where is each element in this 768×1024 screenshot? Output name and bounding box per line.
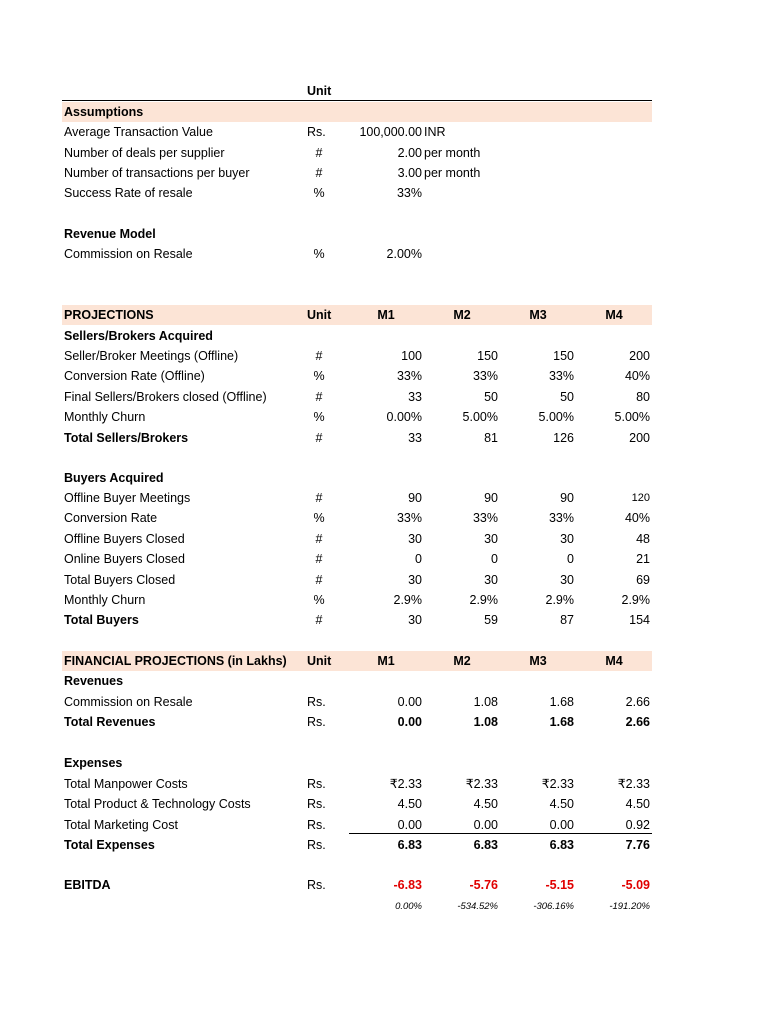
row-value: 6.83 (397, 838, 422, 853)
assumption-value: 2.00 (397, 146, 422, 160)
assumption-row (62, 183, 652, 203)
row-label: Monthly Churn (64, 593, 146, 607)
row-value: 0.00 (549, 817, 574, 832)
ebitda-margin: -306.16% (533, 901, 574, 912)
financial-title: FINANCIAL PROJECTIONS (in Lakhs) (64, 654, 287, 668)
assumption-value: 33% (396, 186, 422, 200)
header-unit: Unit (307, 84, 332, 98)
buyer-row (62, 590, 652, 610)
row-value: 33% (472, 369, 498, 384)
buyer-row (62, 570, 652, 590)
expense-row (62, 794, 652, 814)
row-value: 90 (408, 491, 422, 505)
row-label: Total Marketing Cost (64, 817, 178, 832)
seller-row (62, 407, 652, 427)
row-value: 59 (484, 613, 498, 628)
row-value: 90 (560, 491, 574, 505)
row-unit: % (313, 410, 325, 425)
assumptions-title: Assumptions (64, 105, 144, 119)
row-value: 0.00 (397, 817, 422, 832)
revenue-model-row (62, 244, 652, 264)
row-value: 50 (484, 389, 498, 404)
month-header: M4 (605, 308, 623, 322)
row-value: 2.9% (393, 593, 422, 607)
revenue-model-title: Revenue Model (64, 227, 156, 241)
row-value: 150 (477, 349, 498, 363)
row-value: 6.83 (473, 838, 498, 853)
row-value: 30 (560, 572, 574, 587)
ebitda-label: EBITDA (64, 878, 111, 892)
row-value: 2.66 (625, 695, 650, 709)
assumption-unit: Rs. (307, 125, 326, 139)
assumption-label: Average Transaction Value (64, 125, 213, 139)
row-value: 33% (472, 511, 498, 526)
row-unit: Rs. (307, 797, 326, 812)
row-unit: % (313, 511, 325, 526)
row-value: 2.9% (621, 593, 650, 607)
row-label: Conversion Rate (Offline) (64, 369, 205, 384)
row-unit: % (313, 593, 325, 607)
month-header: M1 (377, 308, 395, 322)
row-value: 5.00% (538, 410, 574, 425)
row-value: 30 (408, 531, 422, 546)
row-value: 33 (408, 430, 422, 445)
row-value: ₹2.33 (389, 777, 422, 791)
row-unit: Rs. (307, 777, 326, 791)
buyers-title: Buyers Acquired (64, 471, 164, 485)
row-label: Final Sellers/Brokers closed (Offline) (64, 389, 267, 404)
row-label: Total Expenses (64, 838, 155, 853)
row-value: 100 (401, 349, 422, 363)
assumption-value: 3.00 (397, 166, 422, 180)
ebitda-margin: 0.00% (395, 901, 422, 912)
row-value: 40% (624, 369, 650, 384)
row-value: 87 (560, 613, 574, 628)
buyers-section-header (62, 468, 652, 488)
row-value: ₹2.33 (617, 777, 650, 791)
row-value: 200 (629, 430, 650, 445)
row-value: 30 (484, 572, 498, 587)
row-value: 30 (484, 531, 498, 546)
ebitda-margin-row (62, 897, 652, 917)
row-unit: # (315, 552, 323, 567)
row-label: Offline Buyers Closed (64, 531, 185, 546)
row-value: 1.68 (549, 715, 574, 730)
assumption-row (62, 122, 652, 142)
revenue-row (62, 692, 652, 712)
assumption-row (62, 143, 652, 163)
ebitda-value: -5.09 (621, 878, 650, 892)
row-value: 90 (484, 491, 498, 505)
row-value: 30 (408, 613, 422, 628)
ebitda-unit: Rs. (307, 878, 326, 892)
row-value: 154 (629, 613, 650, 628)
row-value: 126 (553, 430, 574, 445)
row-value: ₹2.33 (465, 777, 498, 791)
month-header: M1 (377, 654, 395, 668)
row-value: 21 (636, 552, 650, 567)
row-value: 150 (553, 349, 574, 363)
row-unit: # (315, 572, 323, 587)
revenue-model-header (62, 224, 652, 244)
row-value: 0.92 (625, 817, 650, 832)
row-value: 33% (396, 511, 422, 526)
row-label: Total Buyers Closed (64, 572, 176, 587)
row-value: 4.50 (549, 797, 574, 812)
row-value: 30 (560, 531, 574, 546)
row-value: 6.83 (549, 838, 574, 853)
row-value: 1.08 (473, 695, 498, 709)
row-unit: # (315, 349, 323, 363)
row-value: 69 (636, 572, 650, 587)
assumption-value: 100,000.00 (359, 125, 422, 139)
row-label: Offline Buyer Meetings (64, 491, 191, 505)
ebitda-value: -6.83 (393, 878, 422, 892)
row-unit: Rs. (307, 695, 326, 709)
row-unit: # (315, 531, 323, 546)
row-value: 80 (636, 389, 650, 404)
row-unit: # (315, 389, 323, 404)
row-value: 0.00 (473, 817, 498, 832)
header-rule (62, 100, 652, 101)
row-value: 120 (631, 492, 650, 504)
row-value: 4.50 (625, 797, 650, 812)
row-label: Total Manpower Costs (64, 777, 188, 791)
buyer-row (62, 549, 652, 569)
month-header: M2 (453, 654, 471, 668)
financial-unit-header: Unit (307, 654, 332, 668)
projections-title: PROJECTIONS (64, 308, 154, 322)
row-value: ₹2.33 (541, 777, 574, 791)
row-unit: # (315, 613, 323, 628)
row-value: 2.9% (545, 593, 574, 607)
seller-row (62, 387, 652, 407)
row-unit: # (315, 430, 323, 445)
revenue-model-unit: % (313, 247, 325, 261)
seller-row (62, 366, 652, 386)
expenses-total-rule (349, 833, 652, 834)
ebitda-value: -5.15 (545, 878, 574, 892)
buyer-row (62, 610, 652, 630)
month-header: M3 (529, 654, 547, 668)
row-value: 33 (408, 389, 422, 404)
header-row (62, 81, 652, 101)
row-unit: Rs. (307, 817, 326, 832)
seller-row (62, 428, 652, 448)
ebitda-value: -5.76 (469, 878, 498, 892)
assumption-suffix: per month (424, 146, 481, 160)
row-label: Commission on Resale (64, 695, 193, 709)
revenue-model-value: 2.00% (386, 247, 422, 261)
expense-row (62, 815, 652, 835)
assumption-label: Number of transactions per buyer (64, 166, 250, 180)
assumption-suffix: per month (424, 166, 481, 180)
assumptions-header (62, 102, 652, 122)
expenses-title: Expenses (64, 756, 123, 770)
row-value: 5.00% (614, 410, 650, 425)
row-unit: Rs. (307, 838, 326, 853)
assumption-unit: % (313, 186, 325, 200)
row-value: 40% (624, 511, 650, 526)
ebitda-row (62, 875, 652, 895)
buyer-row (62, 508, 652, 528)
row-label: Total Revenues (64, 715, 156, 730)
row-label: Seller/Broker Meetings (Offline) (64, 349, 239, 363)
assumption-unit: # (315, 166, 323, 180)
row-value: 1.68 (549, 695, 574, 709)
row-value: 48 (636, 531, 650, 546)
revenues-section-header (62, 671, 652, 691)
row-value: 4.50 (473, 797, 498, 812)
revenue-model-label: Commission on Resale (64, 247, 193, 261)
row-unit: # (315, 491, 323, 505)
row-value: 0.00 (397, 715, 422, 730)
sellers-section-header (62, 326, 652, 346)
projections-header (62, 305, 652, 325)
row-label: Online Buyers Closed (64, 552, 185, 567)
row-value: 33% (396, 369, 422, 384)
row-value: 1.08 (473, 715, 498, 730)
seller-row (62, 346, 652, 366)
row-label: Total Sellers/Brokers (64, 430, 189, 445)
row-value: 2.66 (625, 715, 650, 730)
sellers-title: Sellers/Brokers Acquired (64, 329, 213, 343)
financial-header (62, 651, 652, 671)
revenues-title: Revenues (64, 674, 124, 688)
expense-row (62, 835, 652, 855)
row-value: 4.50 (397, 797, 422, 812)
row-value: 2.9% (469, 593, 498, 607)
assumption-unit: # (315, 146, 323, 160)
row-value: 0 (415, 552, 422, 567)
row-value: 0.00% (386, 410, 422, 425)
assumption-label: Number of deals per supplier (64, 146, 225, 160)
row-value: 7.76 (625, 838, 650, 853)
row-value: 33% (548, 511, 574, 526)
row-label: Monthly Churn (64, 410, 146, 425)
row-value: 50 (560, 389, 574, 404)
projections-unit-header: Unit (307, 308, 332, 322)
row-label: Total Product & Technology Costs (64, 797, 251, 812)
month-header: M4 (605, 654, 623, 668)
row-value: 81 (484, 430, 498, 445)
ebitda-margin: -191.20% (609, 901, 650, 912)
row-label: Conversion Rate (64, 511, 158, 526)
row-value: 30 (408, 572, 422, 587)
row-value: 0 (491, 552, 498, 567)
revenue-row (62, 712, 652, 732)
row-value: 0.00 (397, 695, 422, 709)
month-header: M2 (453, 308, 471, 322)
month-header: M3 (529, 308, 547, 322)
expense-row (62, 774, 652, 794)
row-label: Total Buyers (64, 613, 139, 628)
row-value: 200 (629, 349, 650, 363)
assumption-suffix: INR (424, 125, 446, 139)
buyer-row (62, 488, 652, 508)
row-unit: Rs. (307, 715, 326, 730)
assumption-row (62, 163, 652, 183)
row-value: 33% (548, 369, 574, 384)
expenses-section-header (62, 753, 652, 773)
row-value: 0 (567, 552, 574, 567)
buyer-row (62, 529, 652, 549)
row-unit: % (313, 369, 325, 384)
row-value: 5.00% (462, 410, 498, 425)
ebitda-margin: -534.52% (457, 901, 498, 912)
assumption-label: Success Rate of resale (64, 186, 193, 200)
